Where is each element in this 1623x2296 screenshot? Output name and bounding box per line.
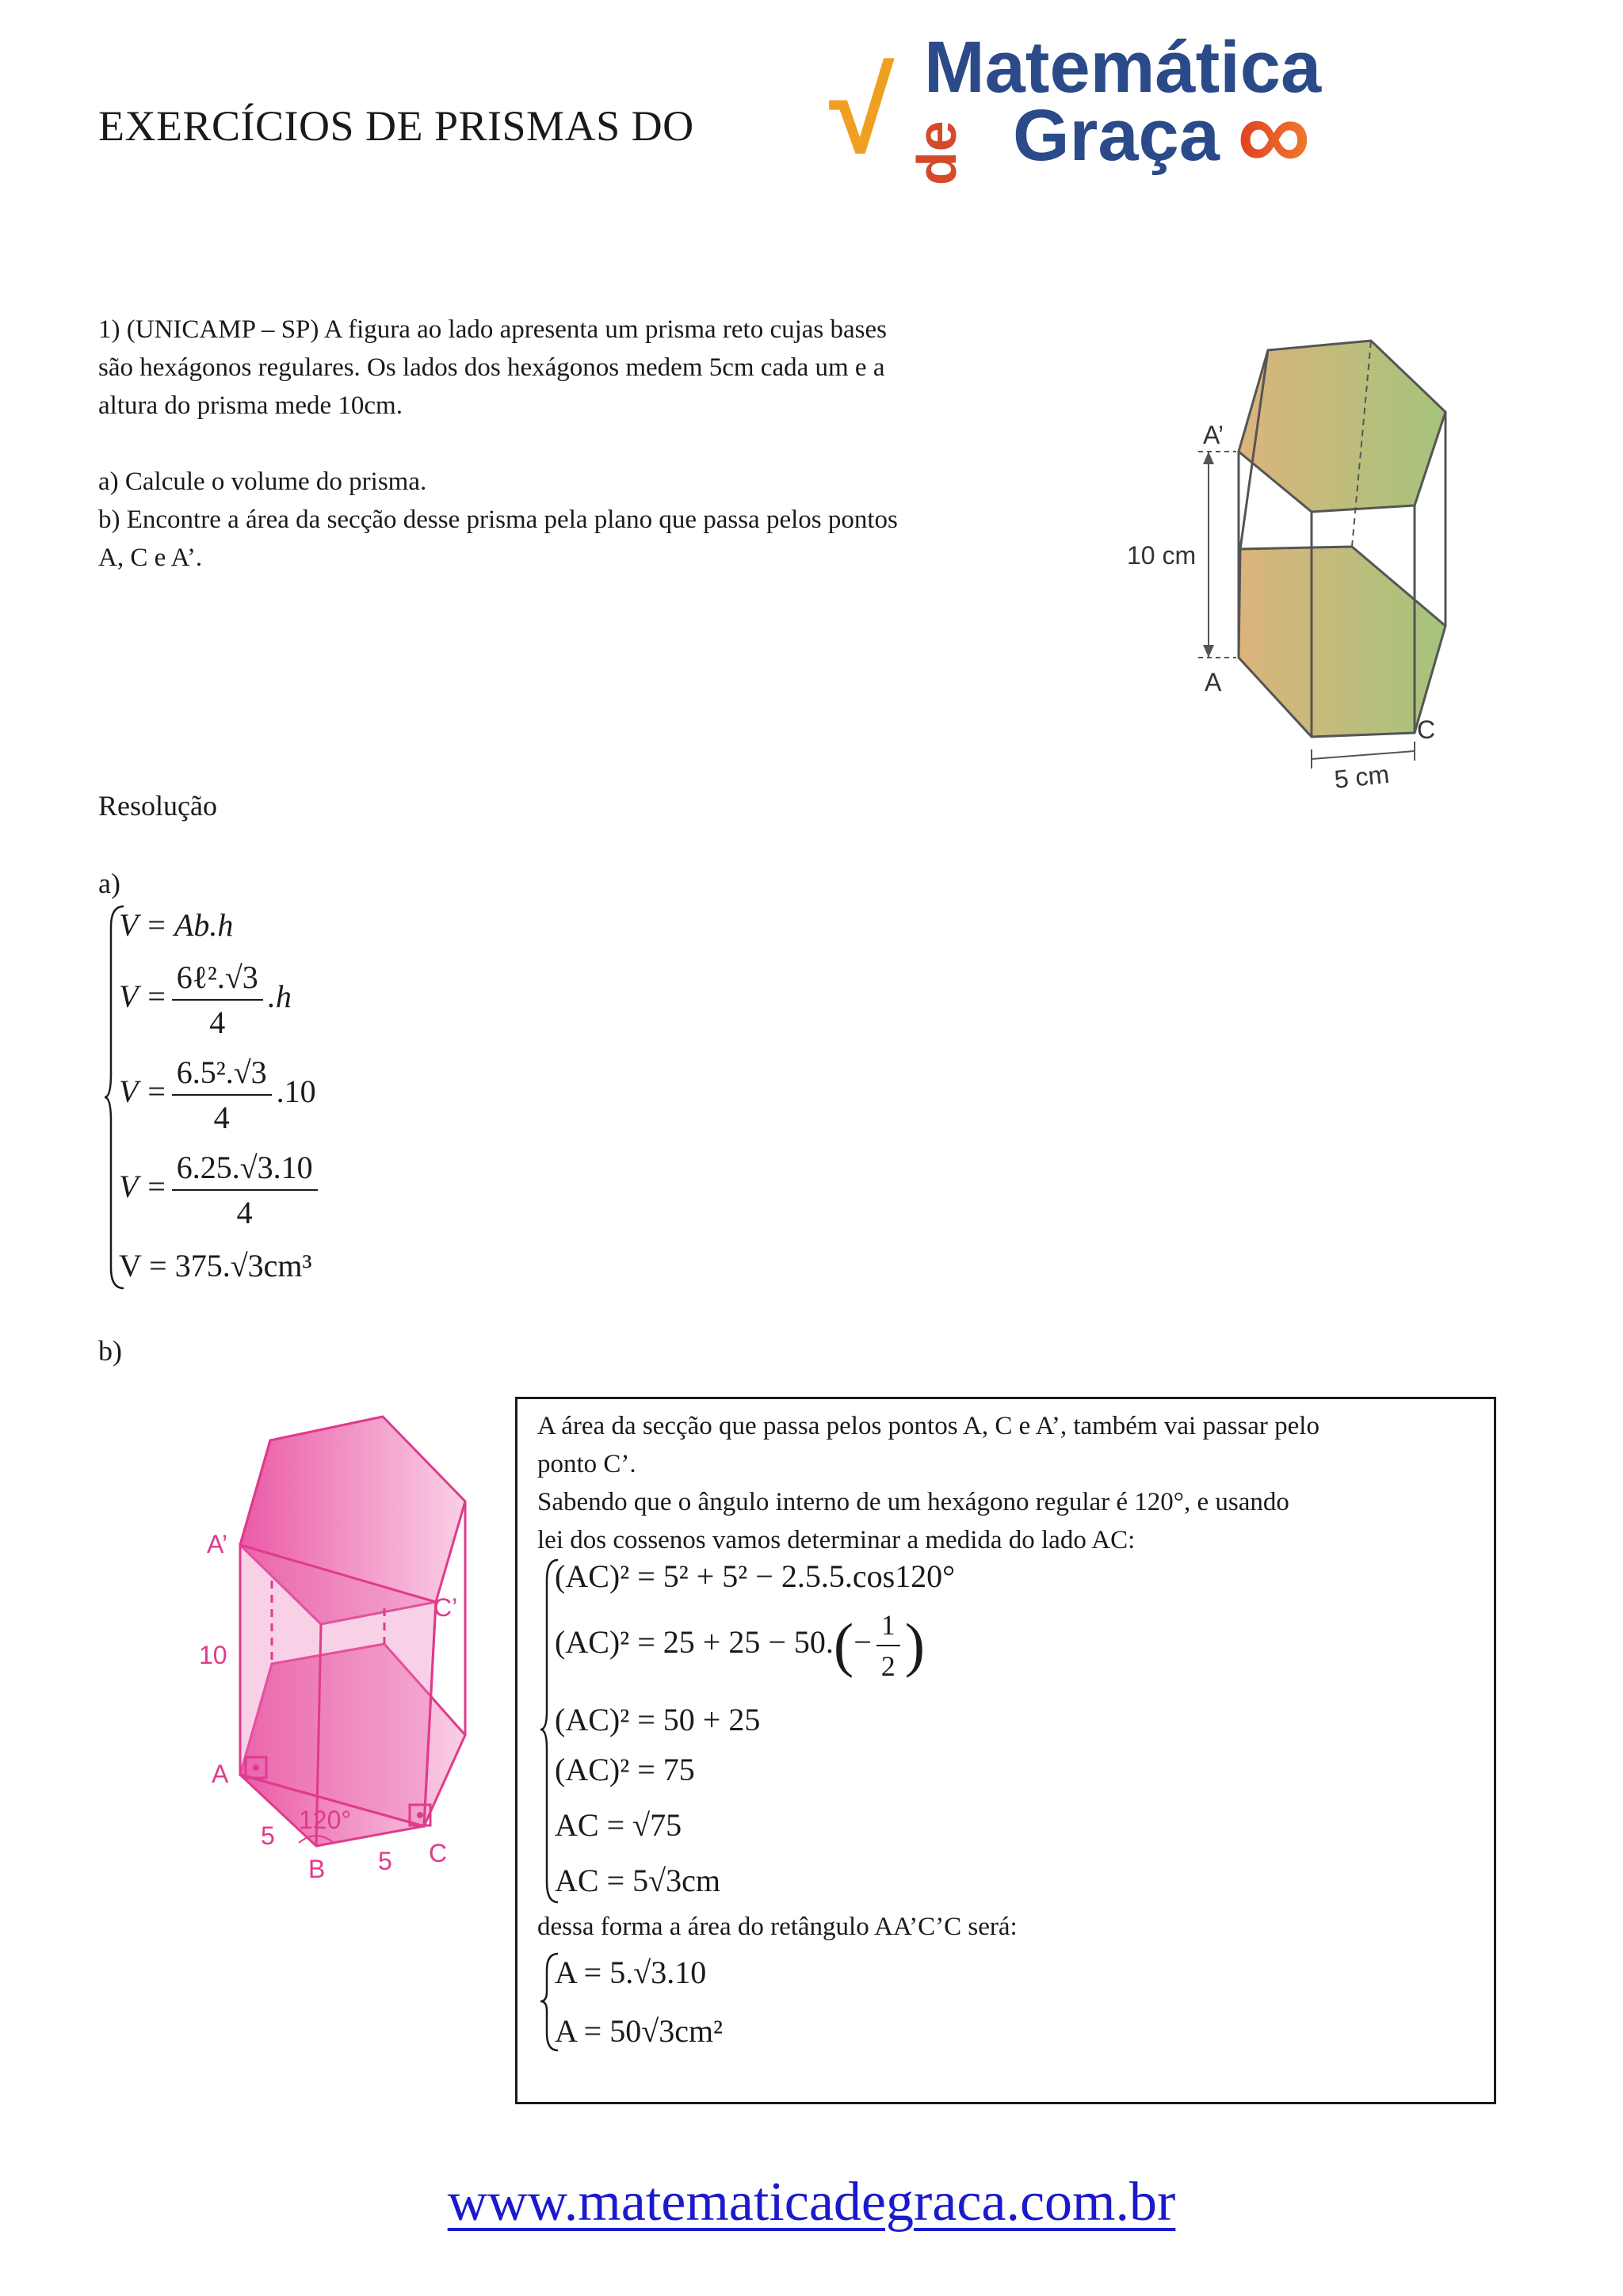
part-b-label: b) [98, 1335, 122, 1367]
area-eq-1: A = 5.√3.10 [555, 1955, 707, 1990]
logo-word-matematica: Matemática [924, 27, 1322, 108]
resolution-heading: Resolução [98, 790, 217, 822]
solution-paragraph: ponto C’. [537, 1450, 636, 1478]
label-a: A [1205, 668, 1222, 696]
solution-conclusion: dessa forma a área do retângulo AA’C’C será: [537, 1913, 1018, 1941]
volume-eq-1: V = Ab.h [119, 907, 234, 943]
volume-eq-2: V = $\frac{\text{6ℓ².√3}}{4}$ .h [119, 959, 292, 1040]
item-a: a) Calcule o volume do prisma. [98, 467, 427, 496]
top-hexagon [1239, 341, 1445, 512]
item-b-line: b) Encontre a área da secção desse prisma pela plano que passa pelos pontos [98, 505, 898, 534]
logo-word-de: de [906, 120, 968, 185]
page-title: EXERCÍCIOS DE PRISMAS DO [98, 102, 694, 150]
volume-eq-5: V = 375.√3cm³ [119, 1248, 312, 1283]
solution-paragraph: A área da secção que passa pelos pontos A, C e A’, também vai passar pelo [537, 1412, 1319, 1440]
label-a: A [212, 1760, 229, 1788]
label-c: C [1417, 715, 1436, 744]
footer-url-link[interactable]: www.matematicadegraca.com.br [447, 2172, 1176, 2233]
cosine-eq-1: (AC)² = 5² + 5² − 2.5.5.cos120° [555, 1558, 956, 1594]
solution-paragraph: lei dos cossenos vamos determinar a medida do lado AC: [537, 1526, 1136, 1554]
cosine-eq-6: AC = 5√3cm [555, 1863, 720, 1898]
label-side: 5 cm [1332, 759, 1391, 794]
volume-eq-3: V = $\frac{\text{6.5².√3}}{4}$ .10 [119, 1055, 316, 1135]
cosine-eq-2: (AC)² = 25 + 25 − 50.(− $\frac{1}{2}$ ) [555, 1609, 926, 1682]
logo-check-icon: √ [829, 44, 895, 177]
part-a-label: a) [98, 868, 120, 899]
cosine-eq-3: (AC)² = 50 + 25 [555, 1702, 761, 1737]
label-5-left: 5 [261, 1821, 275, 1850]
cosine-eq-4: (AC)² = 75 [555, 1752, 695, 1787]
label-a-prime: A’ [1203, 421, 1224, 449]
volume-eq-4: V = $\frac{6.25.√3.10}{4}$ [119, 1149, 323, 1231]
area-eq-2: A = 50√3cm² [555, 2013, 724, 2049]
label-height: 10 [199, 1641, 227, 1669]
label-a-prime: A’ [207, 1530, 228, 1558]
section-figure [194, 1394, 495, 1901]
solution-paragraph: Sabendo que o ângulo interno de um hexágono regular é 120°, e usando [537, 1488, 1289, 1516]
solution-text [537, 1407, 1319, 1559]
question-text [98, 311, 898, 577]
label-height: 10 cm [1127, 541, 1197, 570]
label-c: C [429, 1839, 448, 1867]
question-line: 1) (UNICAMP – SP) A figura ao lado apresenta um prisma reto cujas bases [98, 315, 887, 344]
label-c-prime: C’ [433, 1593, 458, 1622]
question-line: altura do prisma mede 10cm. [98, 391, 403, 420]
question-line: são hexágonos regulares. Os lados dos hexágonos medem 5cm cada um e a [98, 353, 885, 382]
logo-word-graca: Graça [1013, 95, 1220, 176]
label-angle: 120° [299, 1806, 352, 1834]
label-b: B [308, 1855, 326, 1883]
item-b-line: A, C e A’. [98, 543, 203, 572]
logo-infinity-icon: ∞ [1237, 76, 1311, 192]
prism-figure [1109, 325, 1458, 800]
cosine-eq-5: AC = √75 [555, 1807, 682, 1843]
site-logo [829, 19, 1368, 201]
label-5-right: 5 [378, 1847, 392, 1875]
